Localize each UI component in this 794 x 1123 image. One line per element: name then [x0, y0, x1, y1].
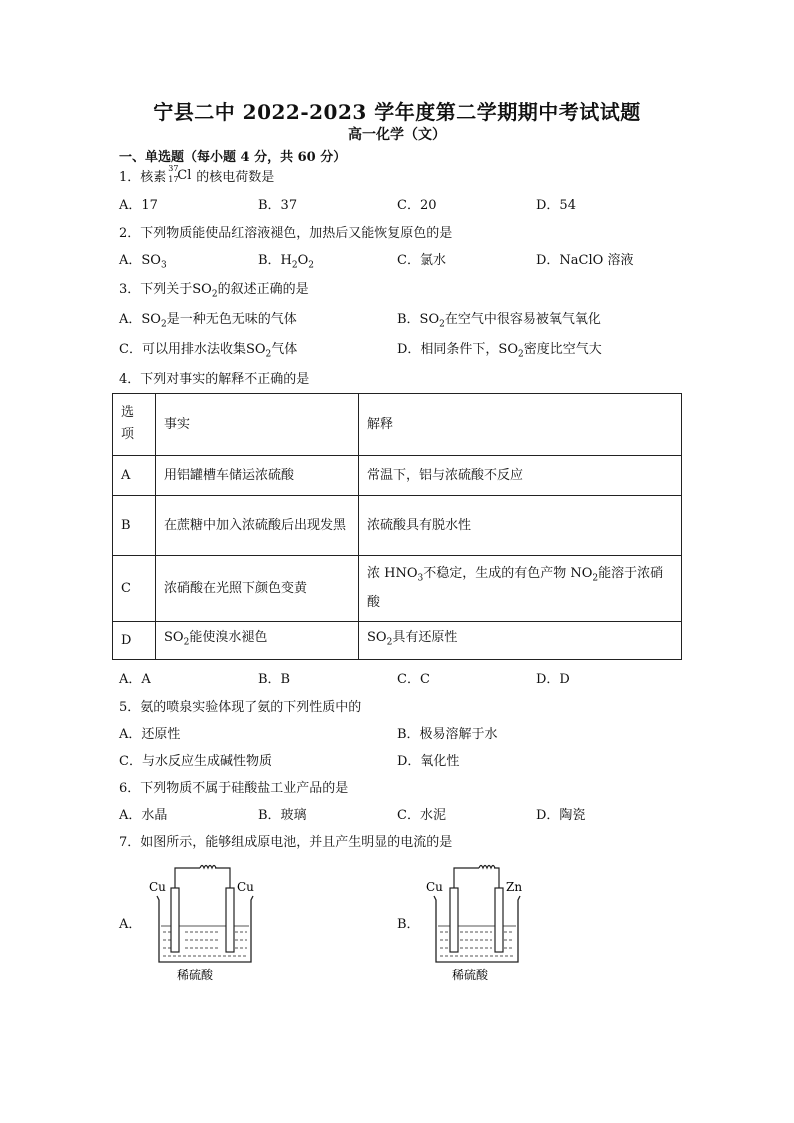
q3-text-b: 的叙述正确的是	[217, 282, 309, 297]
q4-option-c[interactable]: C．C	[397, 672, 430, 687]
element-symbol: Cl	[177, 168, 192, 183]
electrode-label-left-b: Cu	[426, 880, 443, 894]
electrode-left-a	[171, 888, 179, 952]
table-row	[113, 496, 682, 556]
q5-option-d[interactable]: D．氧化性	[397, 754, 460, 769]
electrode-label-right-a: Cu	[237, 880, 254, 894]
q1-suffix: 的核电荷数是	[196, 170, 275, 185]
q1-option-a[interactable]: A．17	[119, 198, 158, 213]
q4-option-d[interactable]: D．D	[536, 672, 570, 687]
q1-prefix: 1．核素	[119, 170, 167, 185]
q5-option-c[interactable]: C．与水反应生成碱性物质	[119, 754, 272, 769]
expl-c-c: 能溶于浓硝酸	[367, 566, 664, 610]
table-row	[113, 622, 682, 660]
row-explanation: 常温下，铝与浓硫酸不反应	[359, 456, 682, 496]
solution-label-a: 稀硫酸	[177, 968, 214, 982]
row-explanation	[359, 622, 682, 660]
q5-option-b[interactable]: B．极易溶解于水	[397, 727, 498, 742]
fact-d-b: 能使溴水褪色	[189, 630, 268, 646]
q3-d-sub: 2	[518, 349, 524, 360]
section-heading: 一、单选题（每小题 4 分，共 60 分）	[119, 150, 347, 165]
q3-c2: 气体	[271, 342, 298, 357]
table-header-row	[113, 394, 682, 456]
q3-b-sub: 2	[439, 319, 445, 330]
q4-option-b[interactable]: B．B	[258, 672, 291, 687]
beaker-b	[434, 896, 520, 962]
row-fact: 浓硝酸在光照下颜色变黄	[156, 556, 359, 622]
q3-d1: D．相同条件下，SO	[397, 342, 518, 357]
q3-text-sub: 2	[211, 289, 218, 300]
q3-option-d[interactable]	[397, 338, 602, 360]
q3-a-sub: 2	[160, 319, 167, 330]
row-option: C	[113, 556, 156, 622]
q6-option-d[interactable]: D．陶瓷	[536, 808, 586, 823]
atomic-number: 17	[168, 175, 179, 184]
header-option-text: 选项	[121, 405, 135, 442]
expl-d-b: 具有还原性	[392, 630, 458, 646]
fact-d-sub: 2	[183, 637, 190, 648]
q4-option-a[interactable]: A．A	[119, 672, 151, 687]
q1-option-b[interactable]: B．37	[258, 198, 298, 213]
q2-option-d[interactable]: D．NaClO 溶液	[536, 253, 634, 268]
q3-a1: A．SO	[119, 312, 161, 327]
q3-option-a[interactable]	[119, 308, 297, 330]
q3-b1: B．SO	[397, 312, 440, 327]
expl-c-a: 浓 HNO	[367, 566, 418, 582]
q7-option-b-label[interactable]: B．	[397, 917, 420, 932]
question-4: 4．下列对事实的解释不正确的是	[119, 372, 310, 387]
row-option: B	[113, 496, 156, 556]
galvanic-cell-figure-b	[424, 858, 544, 986]
electrode-left-b	[450, 888, 458, 952]
row-fact: 用铝罐槽车储运浓硫酸	[156, 456, 359, 496]
q2-option-a[interactable]	[119, 249, 167, 271]
table-header-option	[113, 394, 156, 456]
q2-b-text: B．H	[258, 253, 292, 268]
galvanic-cell-figure-a	[145, 858, 265, 986]
mass-number: 37	[168, 164, 179, 173]
row-explanation: 浓硫酸具有脱水性	[359, 496, 682, 556]
row-fact	[156, 622, 359, 660]
question-1	[119, 166, 274, 185]
q3-d2: 密度比空气大	[523, 342, 602, 357]
row-explanation	[359, 556, 682, 622]
table-header-explanation: 解释	[359, 394, 682, 456]
solution-label-b: 稀硫酸	[452, 968, 489, 982]
q1-option-d[interactable]: D．54	[536, 198, 576, 213]
question-2: 2．下列物质能使品红溶液褪色，加热后又能恢复原色的是	[119, 226, 453, 241]
table-header-fact: 事实	[156, 394, 359, 456]
electrode-right-a	[226, 888, 234, 952]
fact-d-a: SO	[164, 630, 184, 646]
q1-option-c[interactable]: C．20	[397, 198, 437, 213]
table-row	[113, 456, 682, 496]
electrode-right-b	[495, 888, 503, 952]
page-subtitle: 高一化学（文）	[348, 127, 446, 143]
nuclide-symbol	[166, 164, 196, 184]
expl-d-sub: 2	[386, 637, 393, 648]
q2-option-c[interactable]: C．氯水	[397, 253, 446, 268]
q6-option-c[interactable]: C．水泥	[397, 808, 446, 823]
wire-a	[175, 866, 230, 889]
question-6: 6．下列物质不属于硅酸盐工业产品的是	[119, 781, 349, 796]
row-fact: 在蔗糖中加入浓硫酸后出现发黑	[156, 496, 359, 556]
page-title: 宁县二中 2022-2023 学年度第二学期期中考试试题	[153, 100, 641, 124]
q2-a-sub: 3	[160, 260, 167, 271]
q2-b-sub2: 2	[308, 260, 315, 271]
q2-a-text: A．SO	[119, 253, 161, 268]
q3-text-a: 3．下列关于SO	[119, 282, 212, 297]
q3-b2: 在空气中很容易被氧气氧化	[444, 312, 601, 327]
electrode-label-left-a: Cu	[149, 880, 166, 894]
q6-option-a[interactable]: A．水晶	[119, 808, 168, 823]
q3-c1: C．可以用排水法收集SO	[119, 342, 266, 357]
q7-option-a-label[interactable]: A．	[119, 917, 142, 932]
expl-c-sub2: 2	[592, 573, 599, 584]
q3-option-b[interactable]	[397, 308, 601, 330]
question-5: 5．氨的喷泉实验体现了氨的下列性质中的	[119, 700, 362, 715]
row-option: D	[113, 622, 156, 660]
q2-b-sub1: 2	[291, 260, 298, 271]
expl-d-a: SO	[367, 630, 387, 646]
question-7: 7．如图所示，能够组成原电池，并且产生明显的电流的是	[119, 835, 453, 850]
row-option: A	[113, 456, 156, 496]
table-row	[113, 556, 682, 622]
q3-a2: 是一种无色无味的气体	[166, 312, 297, 327]
wire-b	[454, 866, 499, 889]
electrode-label-right-b: Zn	[506, 880, 523, 894]
expl-c-b: 不稳定，生成的有色产物 NO	[423, 566, 593, 582]
q2-b-mid: O	[297, 253, 309, 268]
expl-c-sub1: 3	[417, 573, 424, 584]
q3-option-c[interactable]	[119, 338, 297, 360]
q2-option-b[interactable]	[258, 249, 314, 271]
facts-table	[112, 393, 682, 660]
q5-option-a[interactable]: A．还原性	[119, 727, 181, 742]
q6-option-b[interactable]: B．玻璃	[258, 808, 307, 823]
question-3	[119, 278, 309, 300]
q3-c-sub: 2	[265, 349, 272, 360]
